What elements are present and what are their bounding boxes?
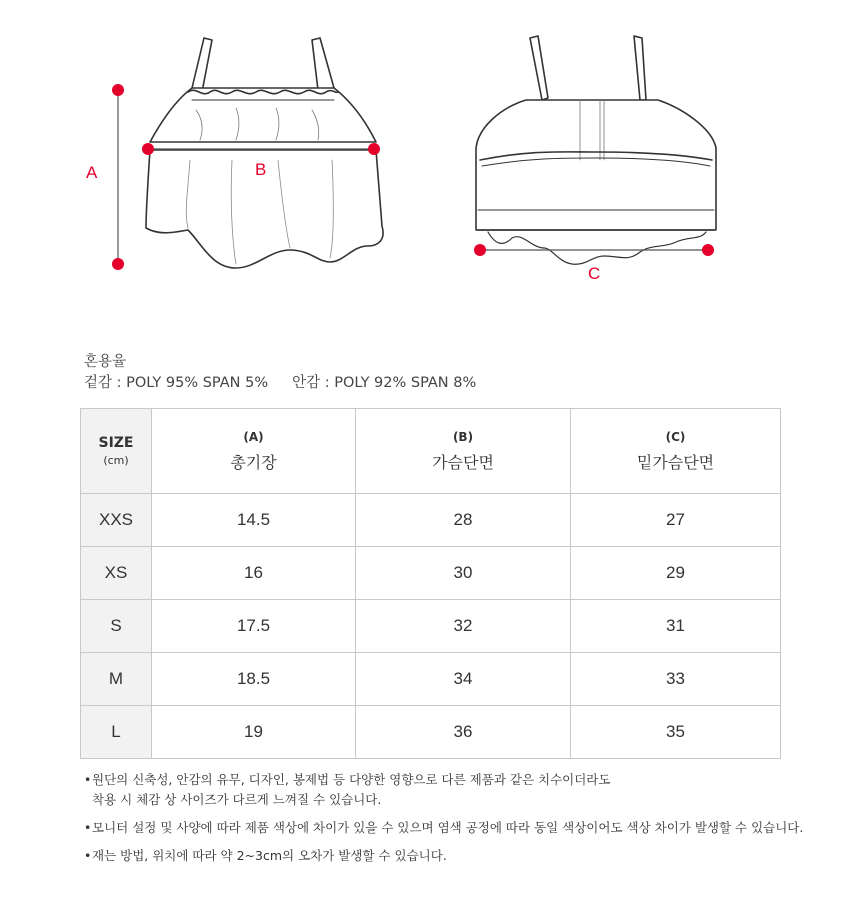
garment-illustration: [0, 0, 860, 320]
header-chest-width: [356, 409, 571, 494]
table-header-row: [81, 409, 781, 494]
table-row: [81, 706, 781, 759]
value-cell: 14.5: [152, 494, 356, 547]
value-cell: 27: [571, 494, 781, 547]
marker-c-right: [702, 244, 714, 256]
notes-list: [84, 770, 803, 874]
unit-label: (cm): [103, 454, 129, 467]
bullet: •: [84, 820, 92, 835]
note-item: [84, 818, 803, 838]
size-header-label: SIZE: [98, 435, 134, 451]
header-size: [81, 409, 152, 494]
marker-b-right: [368, 143, 380, 155]
size-cell: XS: [81, 547, 152, 600]
column-name: 가슴단면: [432, 452, 494, 472]
marker-a-bottom: [112, 258, 124, 270]
composition-details: [84, 373, 476, 394]
value-cell: 34: [356, 653, 571, 706]
value-cell: 17.5: [152, 600, 356, 653]
size-cell: S: [81, 600, 152, 653]
note-item: [84, 770, 803, 810]
column-code: (C): [665, 429, 686, 444]
note-line: 착용 시 체감 상 사이즈가 다르게 느껴질 수 있습니다.: [92, 792, 382, 807]
value-cell: 31: [571, 600, 781, 653]
fabric-composition: [84, 352, 476, 394]
size-cell: XXS: [81, 494, 152, 547]
value-cell: 19: [152, 706, 356, 759]
value-cell: 33: [571, 653, 781, 706]
size-cell: M: [81, 653, 152, 706]
value-cell: 18.5: [152, 653, 356, 706]
front-view-drawing: [146, 38, 383, 268]
note-line: 모니터 설정 및 사양에 따라 제품 색상에 차이가 있을 수 있으며 염색 공정에 따라 동일 색상이어도 색상 차이가 발생할 수 있습니다.: [92, 820, 804, 835]
table-row: [81, 600, 781, 653]
header-total-length: [152, 409, 356, 494]
table-row: [81, 653, 781, 706]
value-cell: 35: [571, 706, 781, 759]
label-c: C: [588, 264, 601, 283]
column-code: (A): [243, 429, 264, 444]
measurement-diagram: [0, 0, 860, 320]
note-line: 재는 방법, 위치에 따라 약 2~3cm의 오차가 발생할 수 있습니다.: [92, 848, 447, 863]
composition-inner: 안감 : POLY 92% SPAN 8%: [292, 375, 477, 391]
label-a: A: [86, 163, 98, 182]
size-cell: L: [81, 706, 152, 759]
table-row: [81, 494, 781, 547]
value-cell: 28: [356, 494, 571, 547]
label-b: B: [255, 160, 267, 179]
marker-a-top: [112, 84, 124, 96]
back-view-drawing: [476, 36, 716, 264]
table-row: [81, 547, 781, 600]
value-cell: 32: [356, 600, 571, 653]
header-underbust-width: [571, 409, 781, 494]
value-cell: 30: [356, 547, 571, 600]
value-cell: 29: [571, 547, 781, 600]
marker-b-left: [142, 143, 154, 155]
value-cell: 36: [356, 706, 571, 759]
column-name: 총기장: [230, 452, 277, 472]
composition-outer: 겉감 : POLY 95% SPAN 5%: [84, 375, 269, 391]
bullet: •: [84, 848, 92, 863]
note-line: 원단의 신축성, 안감의 유무, 디자인, 봉제법 등 다양한 영향으로 다른 제품과 같은 치수이더라도: [92, 772, 611, 787]
value-cell: 16: [152, 547, 356, 600]
note-item: [84, 846, 803, 866]
column-name: 밑가슴단면: [636, 452, 715, 472]
composition-title: 혼용율: [84, 354, 127, 370]
bullet: •: [84, 772, 92, 787]
size-table: [80, 408, 781, 759]
column-code: (B): [452, 429, 474, 444]
marker-c-left: [474, 244, 486, 256]
